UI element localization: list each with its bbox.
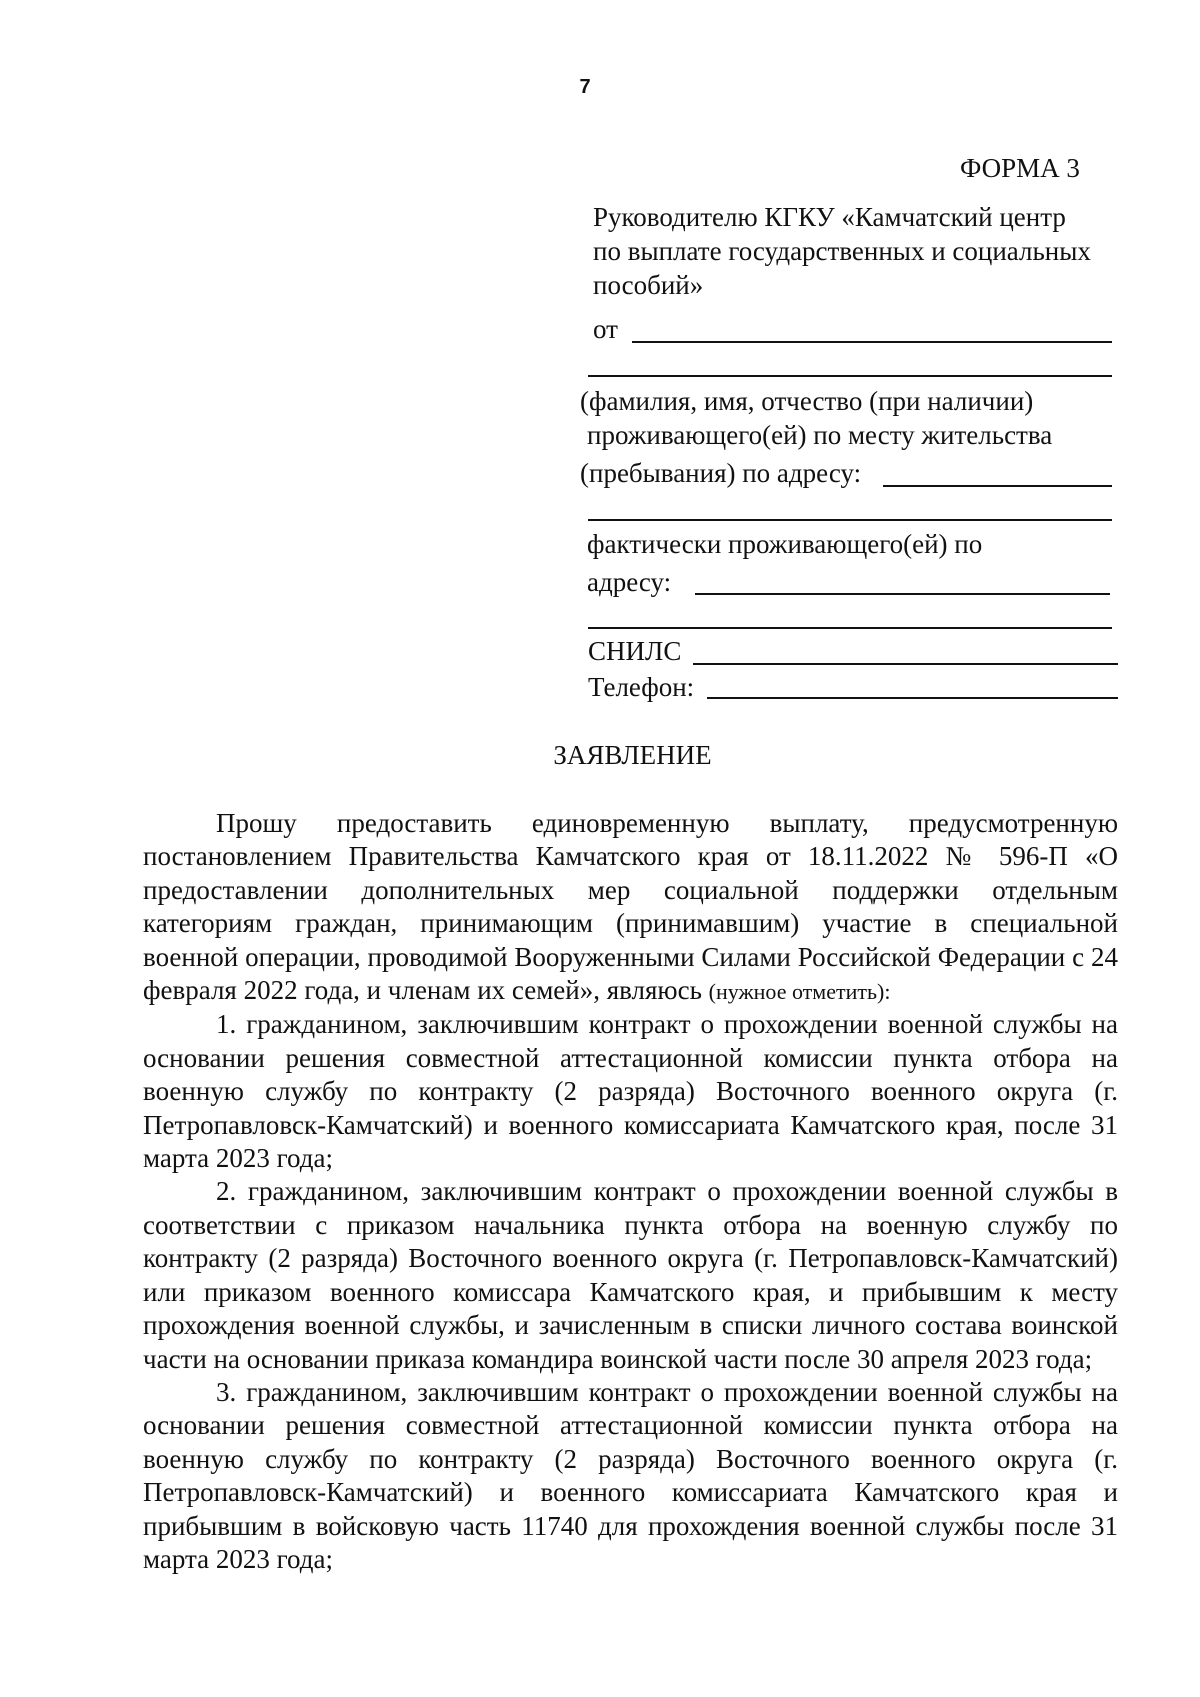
document-title: ЗАЯВЛЕНИЕ — [553, 740, 712, 770]
phone-label: Телефон: — [588, 672, 695, 702]
intro-note: (нужное отметить): — [708, 979, 891, 1005]
residence-address-field[interactable] — [883, 485, 1112, 487]
actual-address-field-line-2[interactable] — [588, 627, 1112, 629]
recipient-line-2: по выплате государственных и социальных — [593, 236, 1091, 266]
residence-label-line-2: (пребывания) по адресу: — [580, 458, 862, 488]
recipient-line-3: пособий» — [593, 270, 704, 300]
intro-paragraph — [143, 807, 1118, 1008]
list-item: 1. гражданином, заключившим контракт о прохождении военной службы на основании решения совместной аттестационной комиссии пункта отбора на военную службу по контракту (2 разряда) Восточного военного округа (г. Петропавловск-Камчатский) и военного комиссариата Камчатского края, после 31 марта 2023 года; — [143, 1009, 1118, 1174]
phone-field[interactable] — [707, 697, 1118, 699]
intro-text: Прошу предоставить единовременную выплату, предусмотренную постановлением Правительства Камчатского края от 18.11.2022 № 596-П «О предоставлении дополнительных мер социальной поддержки отдельным категориям граждан, принимающим (принимавшим) участие в специальной военной операции, проводимой Вооруженными Силами Российской Федерации с 24 февраля 2022 года, и членам их семей», являюсь — [143, 808, 1118, 1006]
statement-body — [143, 807, 1118, 1576]
from-field[interactable] — [632, 341, 1112, 343]
list-item: 3. гражданином, заключившим контракт о прохождении военной службы на основании решения совместной аттестационной комиссии пункта отбора на военную службу по контракту (2 разряда) Восточного военного округа (г. Петропавловск-Камчатский) и военного комиссариата Камчатского края и прибывшим в войсковую часть 11740 для прохождения военной службы после 31 марта 2023 года; — [143, 1376, 1118, 1574]
name-note: (фамилия, имя, отчество (при наличии) — [580, 386, 1034, 416]
name-field-line-2[interactable] — [588, 375, 1112, 377]
recipient-line-1: Руководителю КГКУ «Камчатский центр — [593, 202, 1066, 232]
residence-address-field-line-2[interactable] — [588, 519, 1112, 521]
page-number: 7 — [579, 76, 591, 98]
list-item: 2. гражданином, заключившим контракт о прохождении военной службы в соответствии с приказом начальника пункта отбора на военную службу по контракту (2 разряда) Восточного военного округа (г. Петропавловск-Камчатский) или приказом военного комиссара Камчатского края, и прибывшим к месту прохождения военной службы, и зачисленным в списки личного состава воинской части на основании приказа командира воинской части после 30 апреля 2023 года; — [143, 1176, 1118, 1374]
actual-address-label-line-1: фактически проживающего(ей) по — [587, 529, 983, 559]
snils-label: СНИЛС — [588, 636, 682, 666]
from-label: от — [593, 314, 618, 344]
snils-field[interactable] — [693, 663, 1118, 665]
residence-label-line-1: проживающего(ей) по месту жительства — [587, 420, 1053, 450]
actual-address-label-line-2: адресу: — [587, 567, 672, 597]
form-label: ФОРМА 3 — [960, 153, 1080, 183]
actual-address-field[interactable] — [695, 593, 1110, 595]
